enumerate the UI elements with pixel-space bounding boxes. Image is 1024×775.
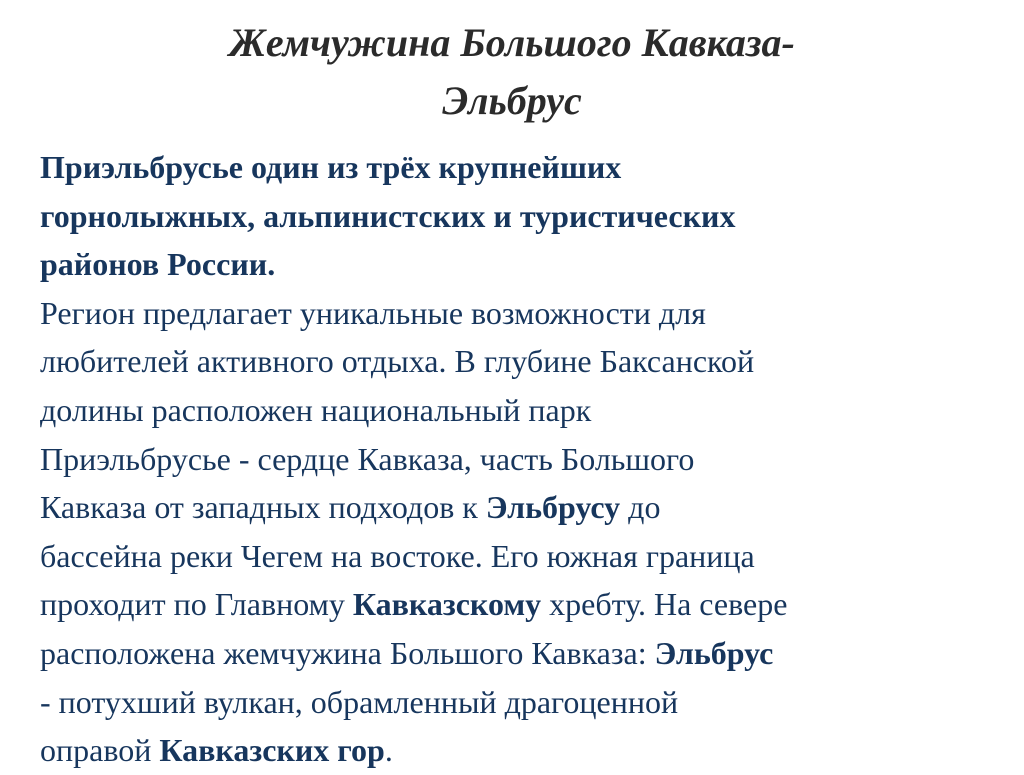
paragraph-text-1: Регион предлагает уникальные возможности для любителей активного отдыха. В глубине Баксанской долины расположен национальный парк Приэльбрусье - сердце Кавказа, часть Большого Кавказа от западных подходов к <box>40 294 755 526</box>
bold-term-elbrus: Эльбрус <box>654 634 774 671</box>
paragraph-text-2: до бассейна реки Чегем на востоке. Его южная граница проходит по Главному <box>40 489 755 623</box>
slide-body <box>40 143 1000 775</box>
bold-term-kavkazskih-gor: Кавказских гор <box>159 732 385 769</box>
slide-title: Жемчужина Большого Кавказа- Эльбрус <box>229 20 795 123</box>
paragraph-text-3: хребту. На севере расположена жемчужина Большого Кавказа: <box>40 586 788 671</box>
description-paragraph <box>40 289 1000 775</box>
paragraph-text-5: . <box>384 732 393 769</box>
bold-term-elbrusu: Эльбрусу <box>485 489 621 526</box>
bold-term-kavkazskomu: Кавказскому <box>352 586 542 623</box>
lead-text: Приэльбрусье один из трёх крупнейших горнолыжных, альпинистских и туристических районов России. <box>40 149 736 283</box>
paragraph-text-4: - потухший вулкан, обрамленный драгоценной оправой <box>40 683 679 769</box>
